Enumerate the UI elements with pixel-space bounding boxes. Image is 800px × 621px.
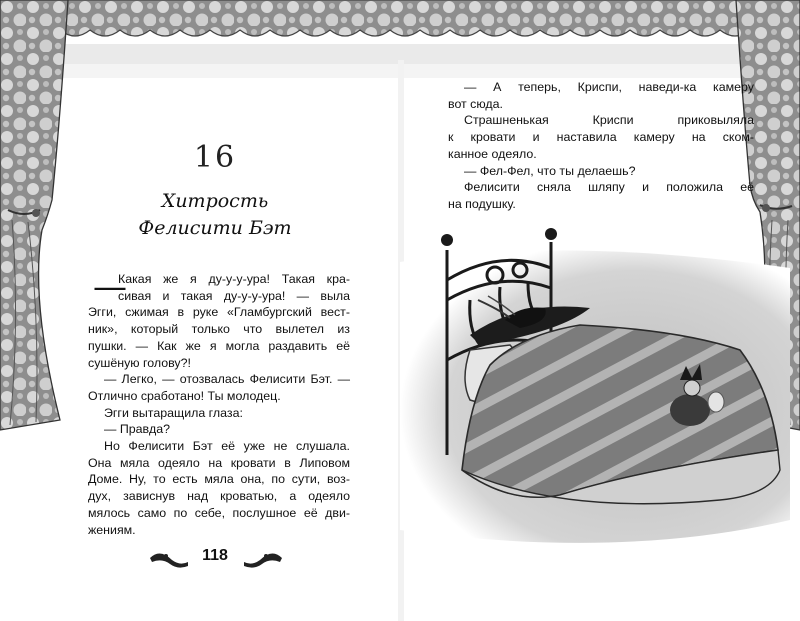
- bed-illustration: [400, 228, 790, 543]
- text-line: Она мяла одеяло на кровати в Липовом: [88, 455, 350, 470]
- text-line: — А теперь, Криспи, наведи-ка камеру: [464, 80, 754, 94]
- text-line: — Легко, — отозвалась Фелисити Бэт. —: [104, 372, 350, 387]
- text-line: Доме. Ну, то есть мяла она, по сути, воз-: [88, 472, 350, 487]
- text-line: Но Фелисити Бэт её уже не слушала.: [104, 439, 350, 454]
- text-line: Страшненькая Криспи приковыляла: [464, 113, 754, 128]
- chapter-number: 16: [193, 140, 237, 175]
- footer-ornament-right: [244, 553, 282, 567]
- text-line: вот сюда.: [448, 96, 503, 111]
- text-line: мялось само по себе, послушное её дви-: [88, 505, 350, 520]
- bedpost-knob-right: [545, 228, 557, 240]
- chapter-title-line-2: Фелисити Бэт: [138, 217, 292, 239]
- text-line: дух, зависнув над кроватью, а одеяло: [88, 489, 350, 504]
- text-line: пушки. — Как же я могла раздавить её: [88, 338, 350, 353]
- text-line: сушёную голову?!: [88, 355, 191, 370]
- drop-cap: —: [93, 267, 127, 307]
- text-line: к кровати и наставила камеру на ском-: [448, 130, 754, 145]
- text-line: Эгги вытаращила глаза:: [104, 405, 243, 420]
- chapter-title-line-1: Хитрость: [161, 190, 269, 212]
- text-line: — Фел-Фел, что ты делаешь?: [464, 163, 636, 178]
- text-line: жениям.: [88, 522, 136, 537]
- left-curtain: [0, 0, 68, 430]
- footer-ornament-left: [150, 553, 188, 567]
- text-line: ник», который только что вылетел из: [88, 322, 350, 337]
- text-line: Какая же я ду-у-у-ура! Такая кра-: [118, 272, 350, 286]
- text-line: канное одеяло.: [448, 146, 537, 161]
- chapter-title: [120, 188, 310, 242]
- left-page-text: [88, 267, 350, 538]
- text-line: — Правда?: [104, 422, 170, 437]
- page-number: 118: [202, 547, 228, 564]
- right-page-text: [448, 79, 754, 213]
- bedpost-knob-left: [441, 234, 453, 246]
- text-line: на подушку.: [448, 196, 516, 211]
- text-line: Отлично сработано! Ты молодец.: [88, 388, 281, 403]
- text-line: Эгги, сжимая в руке «Гламбургский вест-: [88, 305, 350, 320]
- text-line: Фелисити сняла шляпу и положила её: [464, 180, 754, 195]
- text-line: сивая и такая ду-у-у-ура! — выла: [118, 288, 350, 303]
